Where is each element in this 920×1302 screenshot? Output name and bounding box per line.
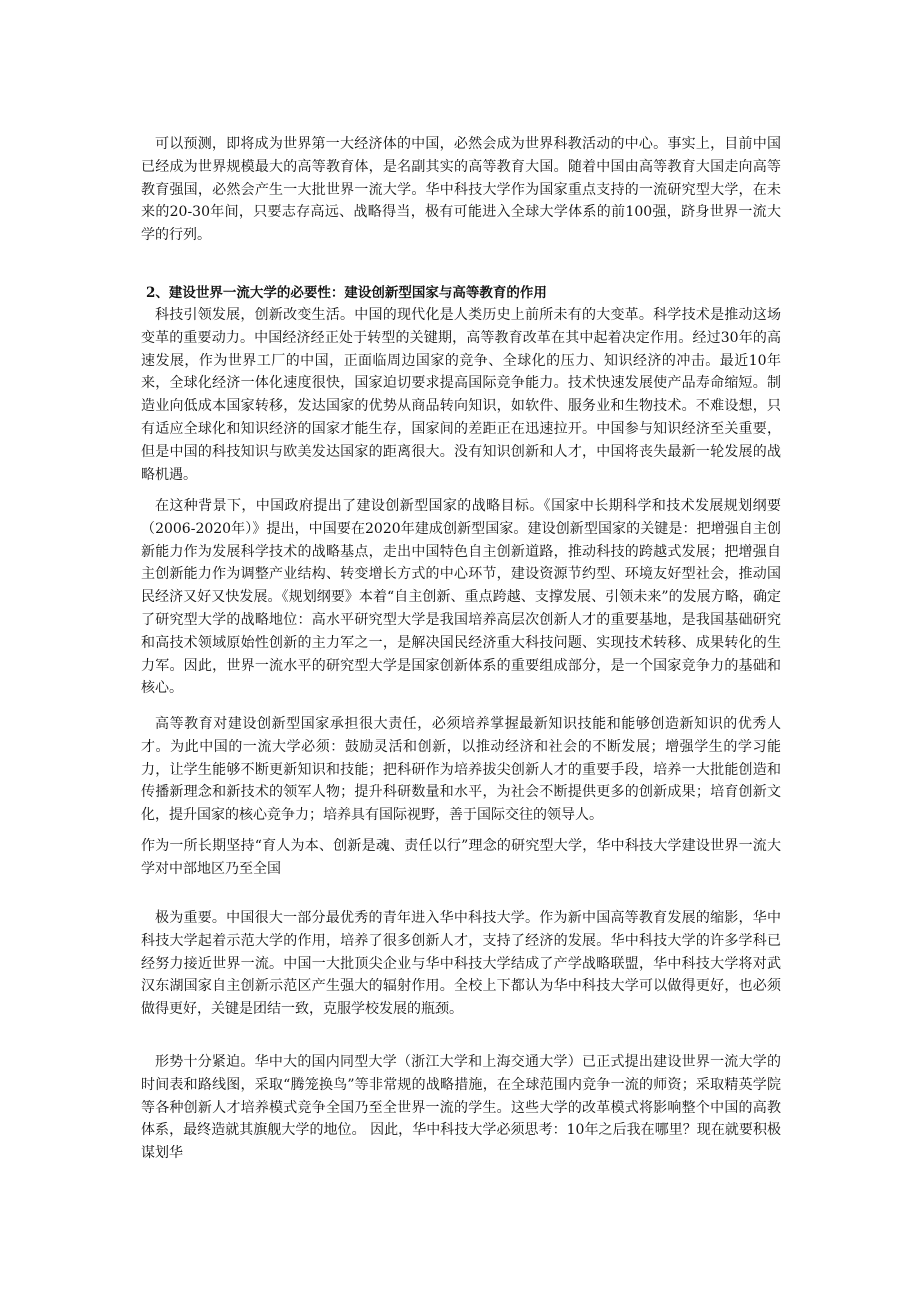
paragraph-urgency: 形势十分紧迫。华中大的国内同型大学（浙江大学和上海交通大学）已正式提出建设世界一流大学的时间表和路线图，采取“腾笼换鸟”等非常规的战略措施，在全球范围内竞争一流的师资；采取精英学院等各种创新人才培养模式竞争全国乃至全世界一流的学生。这些大学的改革模式将影响整个中国的高教体系，最终造就其旗舰大学的地位。 因此，华中科技大学必须思考：10年之后我在哪里？现在就要积极谋划华 — [141, 1054, 781, 1162]
section-heading: 2、建设世界一流大学的必要性：建设创新型国家与高等教育的作用 — [146, 285, 547, 301]
paragraph-forecast: 可以预测，即将成为世界第一大经济体的中国，必然会成为世界科教活动的中心。事实上，目前中国已经成为世界规模最大的高等教育体，是名副其实的高等教育大国。随着中国由高等教育大国走向高等教育强国，必然会产生一大批世界一流大学。华中科技大学作为国家重点支持的一流研究型大学，在未来的20-30年间，只要志存高远、战略得当，极有可能进入全球大学体系的前100强，跻身世界一流大学的行列。 — [141, 136, 781, 244]
paragraph-tech-development: 科技引领发展，创新改变生活。中国的现代化是人类历史上前所未有的大变革。科学技术是推动这场变革的重要动力。中国经济经正处于转型的关键期，高等教育改革在其中起着决定作用。经过30年的高速发展，作为世界工厂的中国，正面临周边国家的竞争、全球化的压力、知识经济的冲击。最近10年来，全球化经济一体化速度很快，国家迫切要求提高国际竞争能力。技术快速发展使产品寿命缩短。制造业向低成本国家转移，发达国家的优势从商品转向知识，如软件、服务业和生物技术。不难设想，只有适应全球化和知识经济的国家才能生存，国家间的差距正在迅速拉开。中国参与知识经济至关重要，但是中国的科技知识与欧美发达国家的距离很大。没有知识创新和人才，中国将丧失最新一轮发展的战略机遇。 — [141, 307, 781, 483]
paragraph-innovation-strategy: 在这种背景下，中国政府提出了建设创新型国家的战略目标。《国家中长期科学和技术发展规划纲要（2006-2020年）》提出，中国要在2020年建成创新型国家。建设创新型国家的关键是：把增强自主创新能力作为发展科学技术的战略基点，走出中国特色自主创新道路，推动科技的跨越式发展；把增强自主创新能力作为调整产业结构、转变增长方式的中心环节，建设资源节约型、环境友好型社会，推动国民经济又好又快发展。《规划纲要》本着“自主创新、重点跨越、支撑发展、引领未来”的发展方略，确定了研究型大学的战略地位：高水平研究型大学是我国培养高层次创新人才的重要基地，是我国基础研究和高技术领域原始性创新的主力军之一，是解决国民经济重大科技问题、实现技术转移、成果转化的生力军。因此，世界一流水平的研究型大学是国家创新体系的重要组成部分，是一个国家竞争力的基础和核心。 — [141, 498, 781, 697]
paragraph-hust-role: 作为一所长期坚持“育人为本、创新是魂、责任以行”理念的研究型大学，华中科技大学建设世界一流大学对中部地区乃至全国 — [141, 838, 781, 877]
paragraph-higher-education: 高等教育对建设创新型国家承担很大责任，必须培养掌握最新知识技能和能够创造新知识的优秀人才。为此中国的一流大学必须：鼓励灵活和创新，以推动经济和社会的不断发展；增强学生的学习能力，让学生能够不断更新知识和技能；把科研作为培养拔尖创新人才的重要手段，培养一大批能创造和传播新理念和新技术的领军人物；提升科研数量和水平，为社会不断提供更多的创新成果；培育创新文化，提升国家的核心竞争力；培养具有国际视野，善于国际交往的领导人。 — [141, 716, 781, 824]
paragraph-hust-importance: 极为重要。中国很大一部分最优秀的青年进入华中科技大学。作为新中国高等教育发展的缩影，华中科技大学起着示范大学的作用，培养了很多创新人才，支持了经济的发展。华中科技大学的许多学科已经努力接近世界一流。中国一大批顶尖企业与华中科技大学结成了产学战略联盟，华中科技大学将对武汉东湖国家自主创新示范区产生强大的辐射作用。全校上下都认为华中科技大学可以做得更好，也必须做得更好，关键是团结一致，克服学校发展的瓶颈。 — [141, 910, 781, 1018]
